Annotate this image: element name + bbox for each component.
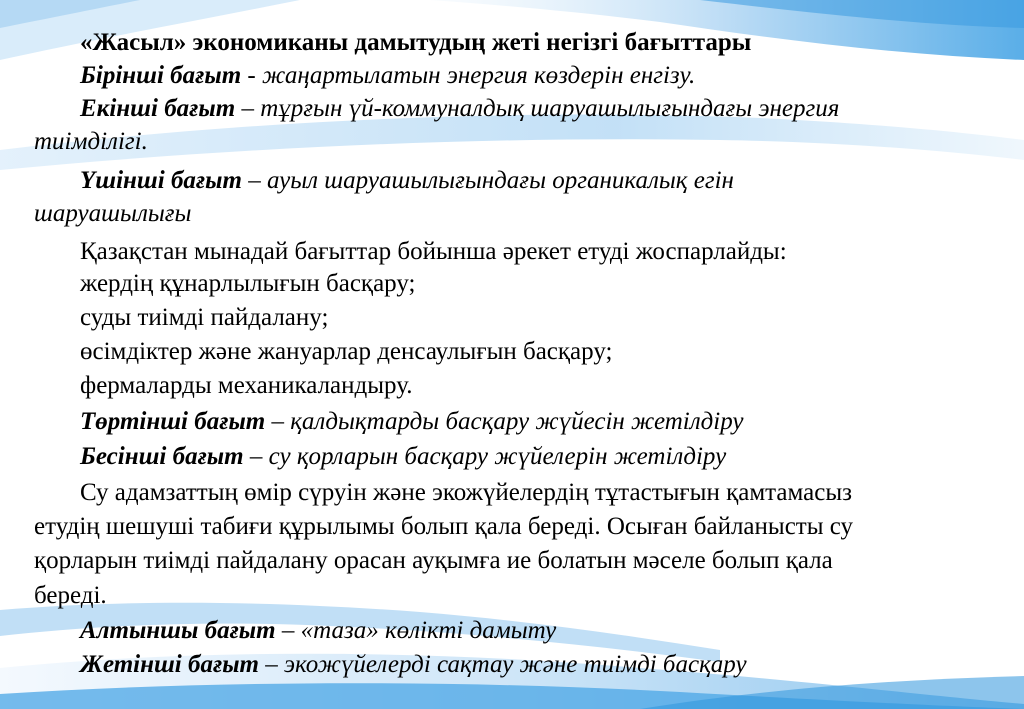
direction-2-line-2 bbox=[34, 126, 148, 157]
direction-7-term: Жетінші бағыт bbox=[80, 651, 260, 678]
direction-5-term: Бесінші бағыт bbox=[80, 443, 244, 470]
slide-heading: «Жасыл» экономиканы дамытудың жеті негізгі бағыттары bbox=[80, 29, 752, 56]
water-paragraph-line: етудің шешуші табиғи құрылымы болып қала береді. Осыған байланысты су bbox=[34, 513, 854, 540]
direction-1-term: Бірінші бағыт bbox=[80, 62, 242, 89]
direction-4-sep: – bbox=[265, 408, 291, 435]
direction-1-text: жаңартылатын энергия көздерін енгізу. bbox=[262, 62, 696, 89]
direction-6-text: «таза» көлікті дамыту bbox=[300, 617, 557, 644]
direction-6 bbox=[80, 615, 556, 646]
direction-1 bbox=[80, 60, 695, 91]
plan-item: фермаларды механикаландыру. bbox=[80, 372, 413, 399]
water-paragraph-line: Су адамзаттың өмір сүруін және экожүйелердің тұтастығын қамтамасыз bbox=[80, 479, 853, 506]
plan-intro: Қазақстан мынадай бағыттар бойынша әрекет етуді жоспарлайды: bbox=[80, 238, 787, 265]
direction-4-term: Төртінші бағыт bbox=[80, 408, 266, 435]
water-paragraph-line: қорларын тиімді пайдалану орасан ауқымға ие болатын мәселе болып қала bbox=[34, 547, 833, 574]
direction-3-line-1 bbox=[80, 165, 734, 196]
direction-6-term: Алтыншы бағыт bbox=[80, 617, 276, 644]
plan-item: өсімдіктер және жануарлар денсаулығын басқару; bbox=[80, 338, 613, 365]
direction-7-sep: – bbox=[259, 651, 285, 678]
direction-2-line-1 bbox=[80, 93, 839, 124]
direction-5 bbox=[80, 441, 726, 472]
direction-1-sep: - bbox=[241, 62, 262, 89]
direction-5-sep: – bbox=[243, 443, 269, 470]
direction-7-text: экожүйелерді сақтау және тиімді басқару bbox=[284, 651, 747, 678]
direction-2-sep: – bbox=[235, 95, 261, 122]
plan-item: жердің құнарлылығын басқару; bbox=[80, 270, 416, 297]
water-paragraph-line: береді. bbox=[34, 582, 107, 609]
direction-3-line-2 bbox=[34, 198, 191, 229]
direction-4 bbox=[80, 406, 744, 437]
direction-4-text: қалдықтарды басқару жүйесін жетілдіру bbox=[290, 408, 744, 435]
direction-5-text: су қорларын басқару жүйелерін жетілдіру bbox=[268, 443, 727, 470]
direction-3-sep: – bbox=[241, 167, 267, 194]
plan-item: суды тиімді пайдалану; bbox=[80, 304, 329, 331]
direction-3-text-1: ауыл шаруашылығындағы органикалық егін bbox=[266, 167, 734, 194]
direction-2-text-2: тиімділігі. bbox=[34, 128, 148, 155]
direction-2-text-1: тұрғын үй-коммуналдық шаруашылығындағы энергия bbox=[260, 95, 840, 122]
direction-6-sep: – bbox=[275, 617, 301, 644]
direction-2-term: Екінші бағыт bbox=[80, 95, 236, 122]
direction-3-term: Үшінші бағыт bbox=[80, 167, 242, 194]
direction-3-text-2: шаруашылығы bbox=[34, 200, 192, 227]
direction-7 bbox=[80, 649, 747, 680]
